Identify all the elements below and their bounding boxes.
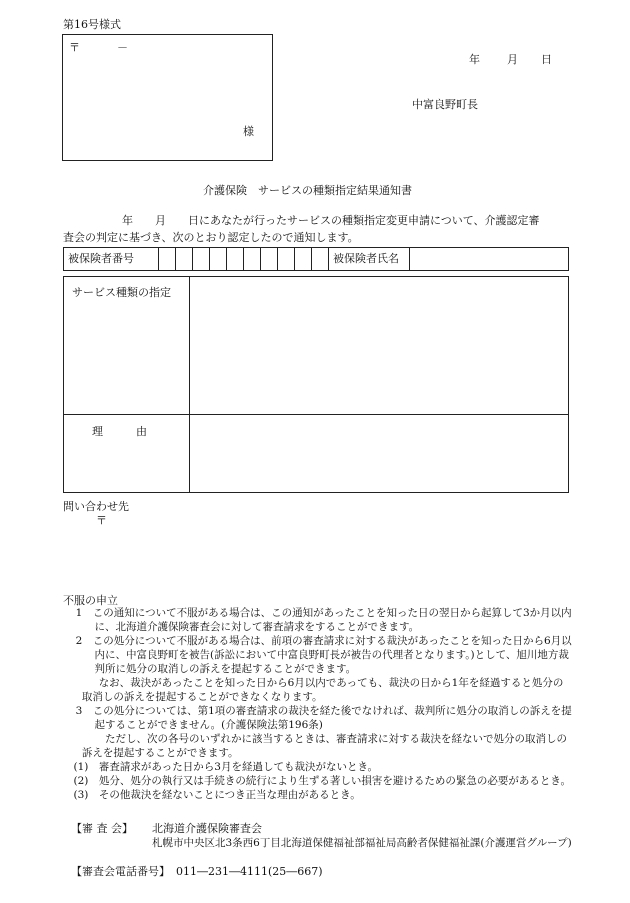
postal-mark: 〒 — [69, 41, 80, 54]
appeal-paragraph-3b: ただし、次の各号のいずれかに該当するときは、審査請求に対する裁決を経ないで処分の取消しの訴えを提起することができます。 — [81, 733, 567, 759]
appeal-sub-item: (2) 処分、処分の執行又は手続きの続行により生ずる著しい損害を避けるための緊急の必要があるとき。 — [73, 775, 571, 787]
postal-dash: － — [117, 41, 128, 54]
council-label: 【審 査 会】 — [71, 822, 133, 835]
insured-number-label: 被保険者番号 — [64, 248, 159, 271]
address-box — [62, 34, 273, 161]
issuer: 中富良野町長 — [412, 98, 478, 111]
insured-name-label: 被保険者氏名 — [329, 248, 410, 271]
appeal-paragraph-3: 3 この処分については、第1項の審査請求の裁決を経た後でなければ、裁判所に処分の取消しの訴えを提起することができません。(介護保険法第196条) — [75, 705, 572, 731]
date-day: 日 — [541, 53, 552, 66]
digit-cell[interactable] — [295, 248, 312, 271]
service-type-label: サービス種類の指定 — [72, 286, 171, 299]
appeal-heading: 不服の申立 — [63, 594, 118, 607]
inquiry-postal-mark: 〒 — [96, 514, 107, 527]
appeal-sub-item: (1) 審査請求があった日から3月を経過しても裁決がないとき。 — [73, 761, 379, 773]
digit-cell[interactable] — [278, 248, 295, 271]
service-reason-table — [63, 276, 569, 493]
reason-field[interactable] — [190, 415, 568, 492]
digit-cell[interactable] — [312, 248, 329, 271]
digit-cell[interactable] — [159, 248, 176, 271]
council-name: 北海道介護保険審査会 — [152, 822, 262, 835]
council-phone: 011―231―4111(25―667) — [176, 865, 323, 878]
insured-name-value[interactable] — [410, 248, 569, 271]
intro-line-1: 年 月 日にあなたが行ったサービスの種類指定変更申請について、介護認定審 — [122, 214, 540, 227]
appeal-sub-item: (3) その他裁決を経ないことにつき正当な理由があるとき。 — [73, 789, 361, 801]
service-type-field[interactable] — [190, 277, 568, 414]
inquiry-label: 問い合わせ先 — [63, 500, 129, 513]
appeal-paragraph-2b: なお、裁決があったことを知った日から6月以内であっても、裁決の日から1年を経過すると処分の取消しの訴えを提起することができなくなります。 — [81, 677, 564, 703]
digit-cell[interactable] — [244, 248, 261, 271]
date-year: 年 — [469, 53, 480, 66]
appeal-paragraph-1: 1 この通知について不服がある場合は、この通知があったことを知った日の翌日から起算して3か月以内に、北海道介護保険審査会に対して審査請求をすることができます。 — [75, 607, 572, 633]
intro-line-2: 査会の判定に基づき、次のとおり認定したので通知します。 — [63, 231, 359, 244]
reason-label: 理 由 — [92, 425, 147, 438]
digit-cell[interactable] — [176, 248, 193, 271]
digit-cell[interactable] — [261, 248, 278, 271]
digit-cell[interactable] — [193, 248, 210, 271]
appeal-item-1 — [63, 606, 573, 802]
date-month: 月 — [507, 53, 518, 66]
council-phone-label: 【審査会電話番号】 — [71, 865, 170, 878]
digit-cell[interactable] — [227, 248, 244, 271]
insured-table — [63, 247, 569, 271]
council-address: 札幌市中央区北3条西6丁目北海道保健福祉部福祉局高齢者保健福祉課(介護運営グループ) — [152, 837, 572, 849]
page-title: 介護保険 サービスの種類指定結果通知書 — [203, 184, 412, 197]
appeal-paragraph-2: 2 この処分について不服がある場合は、前項の審査請求に対する裁決があったことを知った日から6月以内に、中富良野町を被告(訴訟において中富良野町長が被告の代理者となります。)として、旭川地方裁判所に処分の取消しの訴えを提起することができます。 — [75, 635, 572, 675]
honorific: 様 — [243, 125, 254, 138]
digit-cell[interactable] — [210, 248, 227, 271]
form-number: 第16号様式 — [63, 18, 121, 31]
